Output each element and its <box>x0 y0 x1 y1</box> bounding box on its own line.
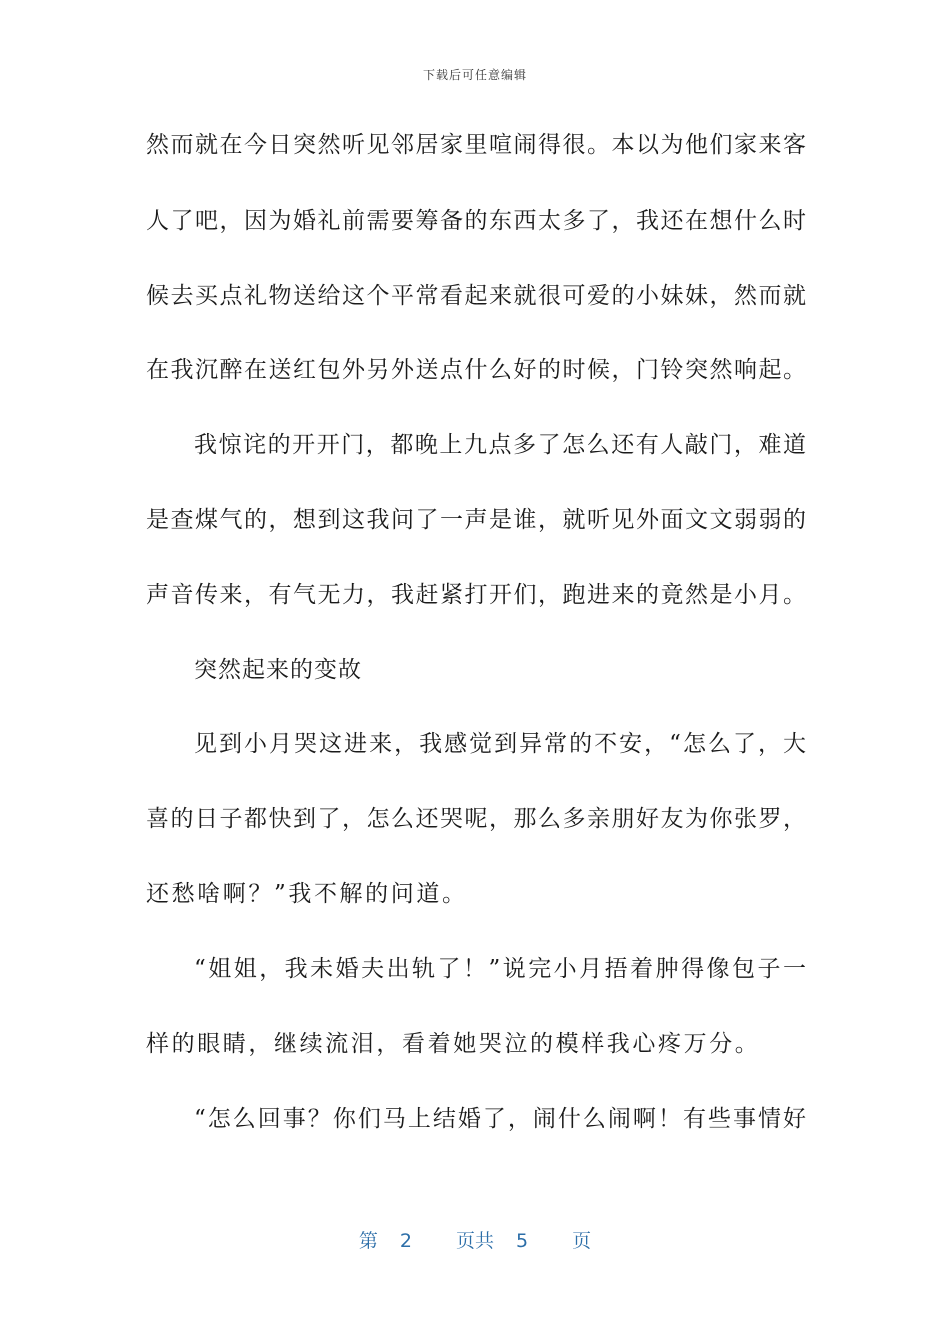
body-line: 声音传来，有气无力，我赶紧打开们，跑进来的竟然是小月。 <box>146 582 806 608</box>
body-line: 是查煤气的，想到这我问了一声是谁，就听见外面文文弱弱的 <box>146 507 806 533</box>
footer-total-pages: 5 <box>516 1230 529 1252</box>
body-line: 我惊诧的开开门，都晚上九点多了怎么还有人敲门，难道 <box>194 432 806 458</box>
body-line: 候去买点礼物送给这个平常看起来就很可爱的小妹妹，然而就 <box>146 283 806 309</box>
body-line: “姐姐，我未婚夫出轨了！”说完小月捂着肿得像包子一 <box>194 956 806 982</box>
body-line: 样的眼睛，继续流泪，看着她哭泣的模样我心疼万分。 <box>146 1031 761 1057</box>
body-line: 喜的日子都快到了，怎么还哭呢，那么多亲朋好友为你张罗， <box>146 806 806 832</box>
footer-suffix: 页 <box>572 1230 592 1252</box>
body-line: 见到小月哭这进来，我感觉到异常的不安，“怎么了，大 <box>194 731 806 757</box>
body-line: 在我沉醉在送红包外另外送点什么好的时候，门铃突然响起。 <box>146 357 806 383</box>
body-line: 人了吧，因为婚礼前需要筹备的东西太多了，我还在想什么时 <box>146 208 806 234</box>
body-line: 还愁啥啊？”我不解的问道。 <box>146 881 468 907</box>
page-header: 下载后可任意编辑 <box>422 68 527 82</box>
body-line: “怎么回事？你们马上结婚了，闹什么闹啊！有些事情好 <box>194 1106 806 1132</box>
footer-current-page: 2 <box>399 1230 412 1252</box>
footer-prefix: 第 <box>358 1230 378 1252</box>
page-footer <box>0 1226 950 1253</box>
footer-middle: 页共 <box>455 1230 494 1252</box>
section-heading: 突然起来的变故 <box>194 657 362 683</box>
body-line: 然而就在今日突然听见邻居家里喧闹得很。本以为他们家来客 <box>146 132 806 158</box>
